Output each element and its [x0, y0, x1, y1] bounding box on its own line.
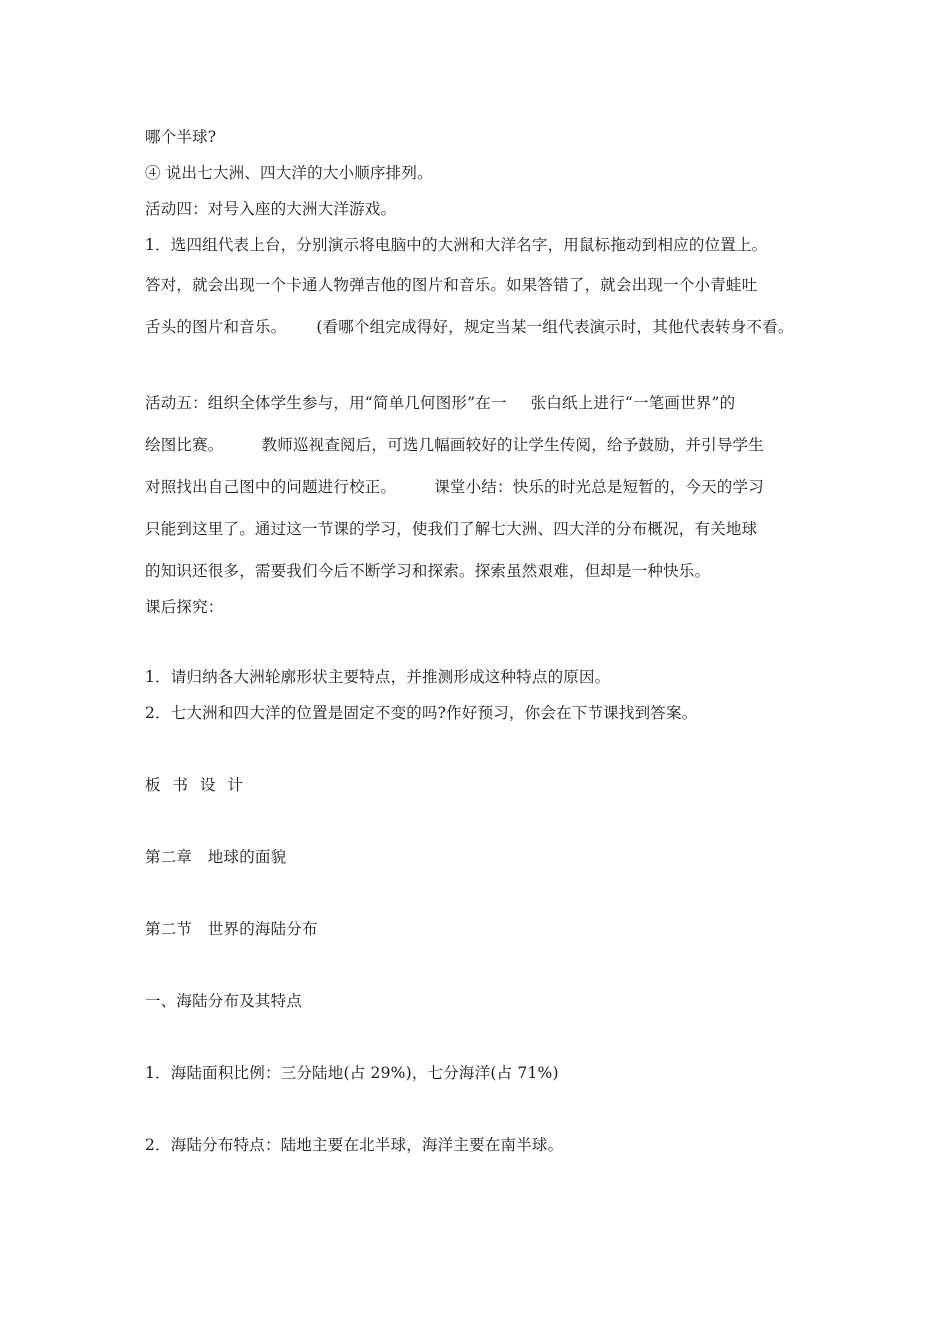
activity-four-item-1: 1．选四组代表上台，分别演示将电脑中的大洲和大洋名字，用鼠标拖动到相应的位置上。 — [145, 236, 768, 254]
subsection-title: 一、海陆分布及其特点 — [145, 992, 303, 1010]
section-title: 第二节 世界的海陆分布 — [145, 920, 318, 938]
activity-four-item-1-cont: 答对，就会出现一个卡通人物弹吉他的图片和音乐。如果答错了，就会出现一个小青蛙吐 — [145, 276, 758, 294]
chapter-title: 第二章 地球的面貌 — [145, 848, 287, 866]
after-class-heading: 课后探究： — [145, 598, 224, 616]
land-sea-ratio: 1．海陆面积比例：三分陆地(占 29%)，七分海洋(占 71%) — [145, 1064, 559, 1082]
after-class-item-1: 1．请归纳各大洲轮廓形状主要特点，并推测形成这种特点的原因。 — [145, 668, 611, 686]
land-sea-distribution: 2．海陆分布特点：陆地主要在北半球，海洋主要在南半球。 — [145, 1136, 564, 1154]
board-design-heading: 板书设计 — [145, 776, 256, 794]
activity-four-heading: 活动四：对号入座的大洲大洋游戏。 — [145, 200, 397, 218]
text-line-1: 哪个半球? — [145, 128, 217, 146]
summary-line-2: 只能到这里了。通过这一节课的学习，使我们了解七大洲、四大洋的分布概况，有关地球 — [145, 520, 758, 538]
summary-line-3: 的知识还很多，需要我们今后不断学习和探索。探索虽然艰难，但却是一种快乐。 — [145, 562, 711, 580]
text-line-2: ④ 说出七大洲、四大洋的大小顺序排列。 — [145, 164, 433, 182]
activity-five-paragraph-line-1: 活动五：组织全体学生参与，用“简单几何图形”在一 张白纸上进行“一笔画世界”的 — [145, 394, 736, 412]
activity-five-paragraph-line-3: 对照找出自己图中的问题进行校正。 课堂小结：快乐的时光总是短暂的，今天的学习 — [145, 478, 764, 496]
activity-four-item-1-end: 舌头的图片和音乐。 (看哪个组完成得好，规定当某一组代表演示时，其他代表转身不看。 — [145, 318, 794, 336]
activity-five-paragraph-line-2: 绘图比赛。 教师巡视查阅后，可选几幅画较好的让学生传阅，给予鼓励，并引导学生 — [145, 436, 764, 454]
after-class-item-2: 2．七大洲和四大洋的位置是固定不变的吗?作好预习，你会在下节课找到答案。 — [145, 704, 698, 722]
